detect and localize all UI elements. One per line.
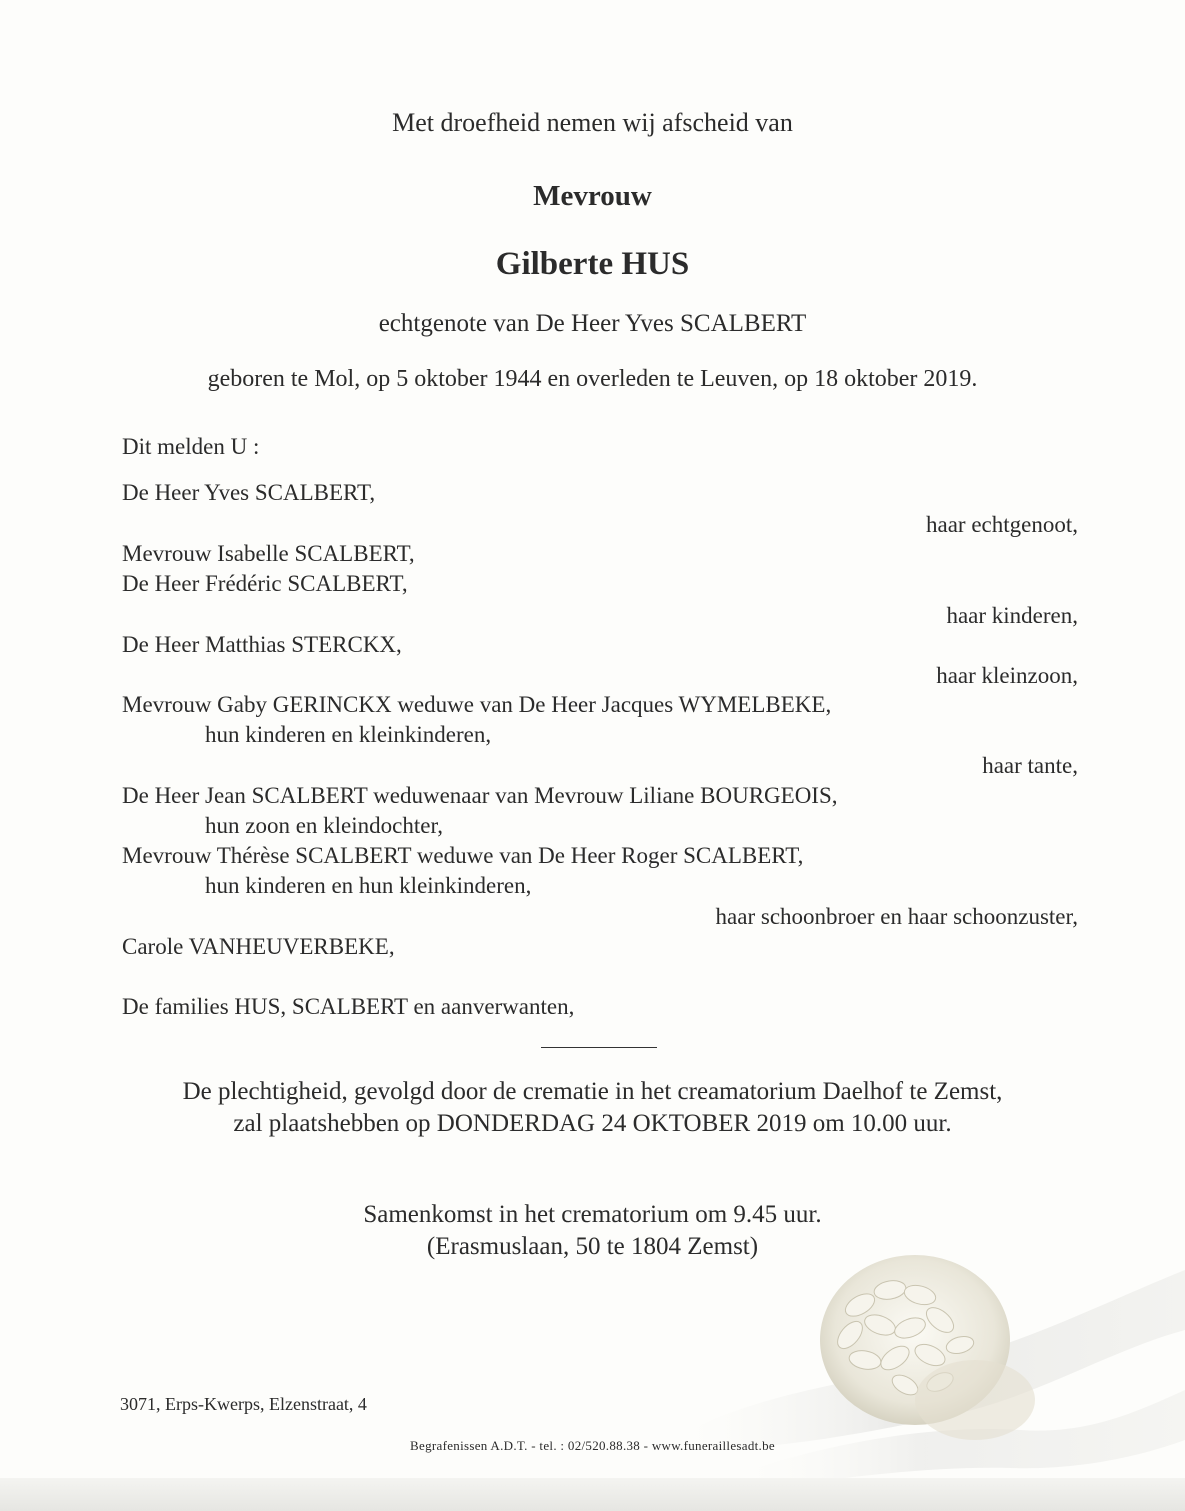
- family-inlaw-2: Mevrouw Thérèse SCALBERT weduwe van De Heer Roger SCALBERT,: [122, 843, 804, 868]
- section-divider: [541, 1047, 657, 1048]
- family-aunt-role: haar tante,: [982, 753, 1078, 778]
- family-child-2: De Heer Frédéric SCALBERT,: [122, 571, 408, 596]
- family-children-role: haar kinderen,: [946, 603, 1078, 628]
- address-line: 3071, Erps-Kwerps, Elzenstraat, 4: [120, 1394, 367, 1414]
- family-child-1: Mevrouw Isabelle SCALBERT,: [122, 541, 415, 566]
- ceremony-line-1: De plechtigheid, gevolgd door de crematie in het creamatorium Daelhof te Zemst,: [182, 1078, 1003, 1105]
- gathering-line-2: (Erasmuslaan, 50 te 1804 Zemst): [426, 1233, 759, 1260]
- birth-death-line: geboren te Mol, op 5 oktober 1944 en overleden te Leuven, op 18 oktober 2019.: [207, 366, 978, 392]
- spouse-line: echtgenote van De Heer Yves SCALBERT: [378, 310, 807, 337]
- deceased-name: Gilberte HUS: [495, 246, 690, 282]
- family-husband: De Heer Yves SCALBERT,: [122, 480, 376, 505]
- family-aunt: Mevrouw Gaby GERINCKX weduwe van De Heer Jacques WYMELBEKE,: [122, 692, 832, 717]
- family-grandson: De Heer Matthias STERCKX,: [122, 632, 402, 657]
- flower-bouquet-icon: [690, 1210, 1185, 1511]
- family-inlaw-role: haar schoonbroer en haar schoonzuster,: [715, 904, 1078, 929]
- family-inlaw-1-sub: hun zoon en kleindochter,: [205, 813, 443, 838]
- family-inlaw-2-sub: hun kinderen en hun kleinkinderen,: [205, 873, 532, 898]
- family-aunt-sub: hun kinderen en kleinkinderen,: [205, 722, 492, 747]
- family-families: De families HUS, SCALBERT en aanverwanten,: [122, 994, 575, 1019]
- honorific: Mevrouw: [533, 180, 652, 212]
- family-grandson-role: haar kleinzoon,: [936, 663, 1078, 688]
- gathering-line-1: Samenkomst in het crematorium om 9.45 uur.: [363, 1201, 822, 1228]
- funeral-home-footer: Begrafenissen A.D.T. - tel. : 02/520.88.38 - www.funeraillesadt.be: [410, 1438, 775, 1453]
- family-friend: Carole VANHEUVERBEKE,: [122, 934, 395, 959]
- family-inlaw-1: De Heer Jean SCALBERT weduwenaar van Mevrouw Liliane BOURGEOIS,: [122, 783, 838, 808]
- ceremony-line-2: zal plaatshebben op DONDERDAG 24 OKTOBER 2019 om 10.00 uur.: [233, 1110, 952, 1137]
- family-header: Dit melden U :: [122, 434, 260, 459]
- intro-text: Met droefheid nemen wij afscheid van: [392, 108, 793, 137]
- family-husband-role: haar echtgenoot,: [926, 512, 1078, 537]
- scan-edge: [0, 1478, 1185, 1511]
